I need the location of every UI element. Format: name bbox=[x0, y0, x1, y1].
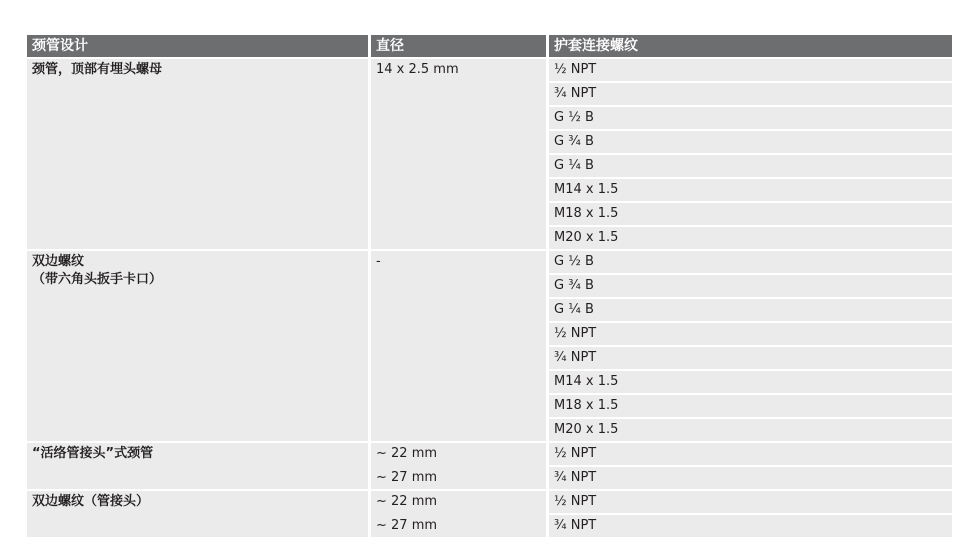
thread-value: ½ NPT bbox=[549, 443, 952, 465]
thread-value: ½ NPT bbox=[549, 323, 952, 345]
thread-cell bbox=[549, 251, 952, 441]
thread-value: M14 x 1.5 bbox=[549, 371, 952, 393]
thread-value: G ½ B bbox=[549, 251, 952, 273]
design-cell bbox=[27, 59, 368, 249]
thread-cell bbox=[549, 443, 952, 489]
diameter-value: ~ 22 mm bbox=[376, 446, 438, 461]
thread-value: G ¼ B bbox=[549, 299, 952, 321]
thread-value: M18 x 1.5 bbox=[549, 395, 952, 417]
header-thread: 护套连接螺纹 bbox=[549, 35, 952, 57]
design-cell bbox=[27, 443, 368, 489]
thread-cell bbox=[549, 59, 952, 249]
thread-value: M18 x 1.5 bbox=[549, 203, 952, 225]
thread-value: M20 x 1.5 bbox=[549, 419, 952, 441]
diameter-value: ~ 27 mm bbox=[376, 518, 438, 533]
table-row-group bbox=[27, 443, 952, 489]
thread-cell bbox=[549, 491, 952, 537]
diameter-cell bbox=[371, 251, 546, 441]
table-row-group bbox=[27, 491, 952, 537]
diameter-cell bbox=[371, 491, 546, 537]
thread-value: M14 x 1.5 bbox=[549, 179, 952, 201]
table-row-group bbox=[27, 59, 952, 249]
thread-value: ¾ NPT bbox=[549, 83, 952, 105]
thread-value: ½ NPT bbox=[549, 491, 952, 513]
header-diameter: 直径 bbox=[371, 35, 546, 57]
table-header-row bbox=[27, 35, 952, 57]
spec-table bbox=[27, 35, 952, 539]
design-label: 双边螺纹 （带六角头扳手卡口） bbox=[32, 254, 163, 287]
header-neck-design: 颈管设计 bbox=[27, 35, 368, 57]
diameter-cell bbox=[371, 443, 546, 489]
thread-value: ¾ NPT bbox=[549, 515, 952, 537]
thread-value: G ¼ B bbox=[549, 155, 952, 177]
design-label: “活络管接头”式颈管 bbox=[32, 446, 154, 461]
thread-value: G ¾ B bbox=[549, 131, 952, 153]
thread-value: ½ NPT bbox=[549, 59, 952, 81]
thread-value: G ¾ B bbox=[549, 275, 952, 297]
thread-value: ¾ NPT bbox=[549, 347, 952, 369]
diameter-value: - bbox=[376, 254, 381, 269]
thread-value: G ½ B bbox=[549, 107, 952, 129]
thread-value: M20 x 1.5 bbox=[549, 227, 952, 249]
design-label: 双边螺纹（管接头） bbox=[32, 494, 150, 509]
design-label: 颈管，顶部有埋头螺母 bbox=[32, 62, 163, 77]
diameter-value: 14 x 2.5 mm bbox=[376, 62, 459, 77]
design-cell bbox=[27, 491, 368, 537]
diameter-value: ~ 27 mm bbox=[376, 470, 438, 485]
design-cell bbox=[27, 251, 368, 441]
table-body bbox=[27, 59, 952, 537]
diameter-cell bbox=[371, 59, 546, 249]
diameter-value: ~ 22 mm bbox=[376, 494, 438, 509]
thread-value: ¾ NPT bbox=[549, 467, 952, 489]
table-row-group bbox=[27, 251, 952, 441]
